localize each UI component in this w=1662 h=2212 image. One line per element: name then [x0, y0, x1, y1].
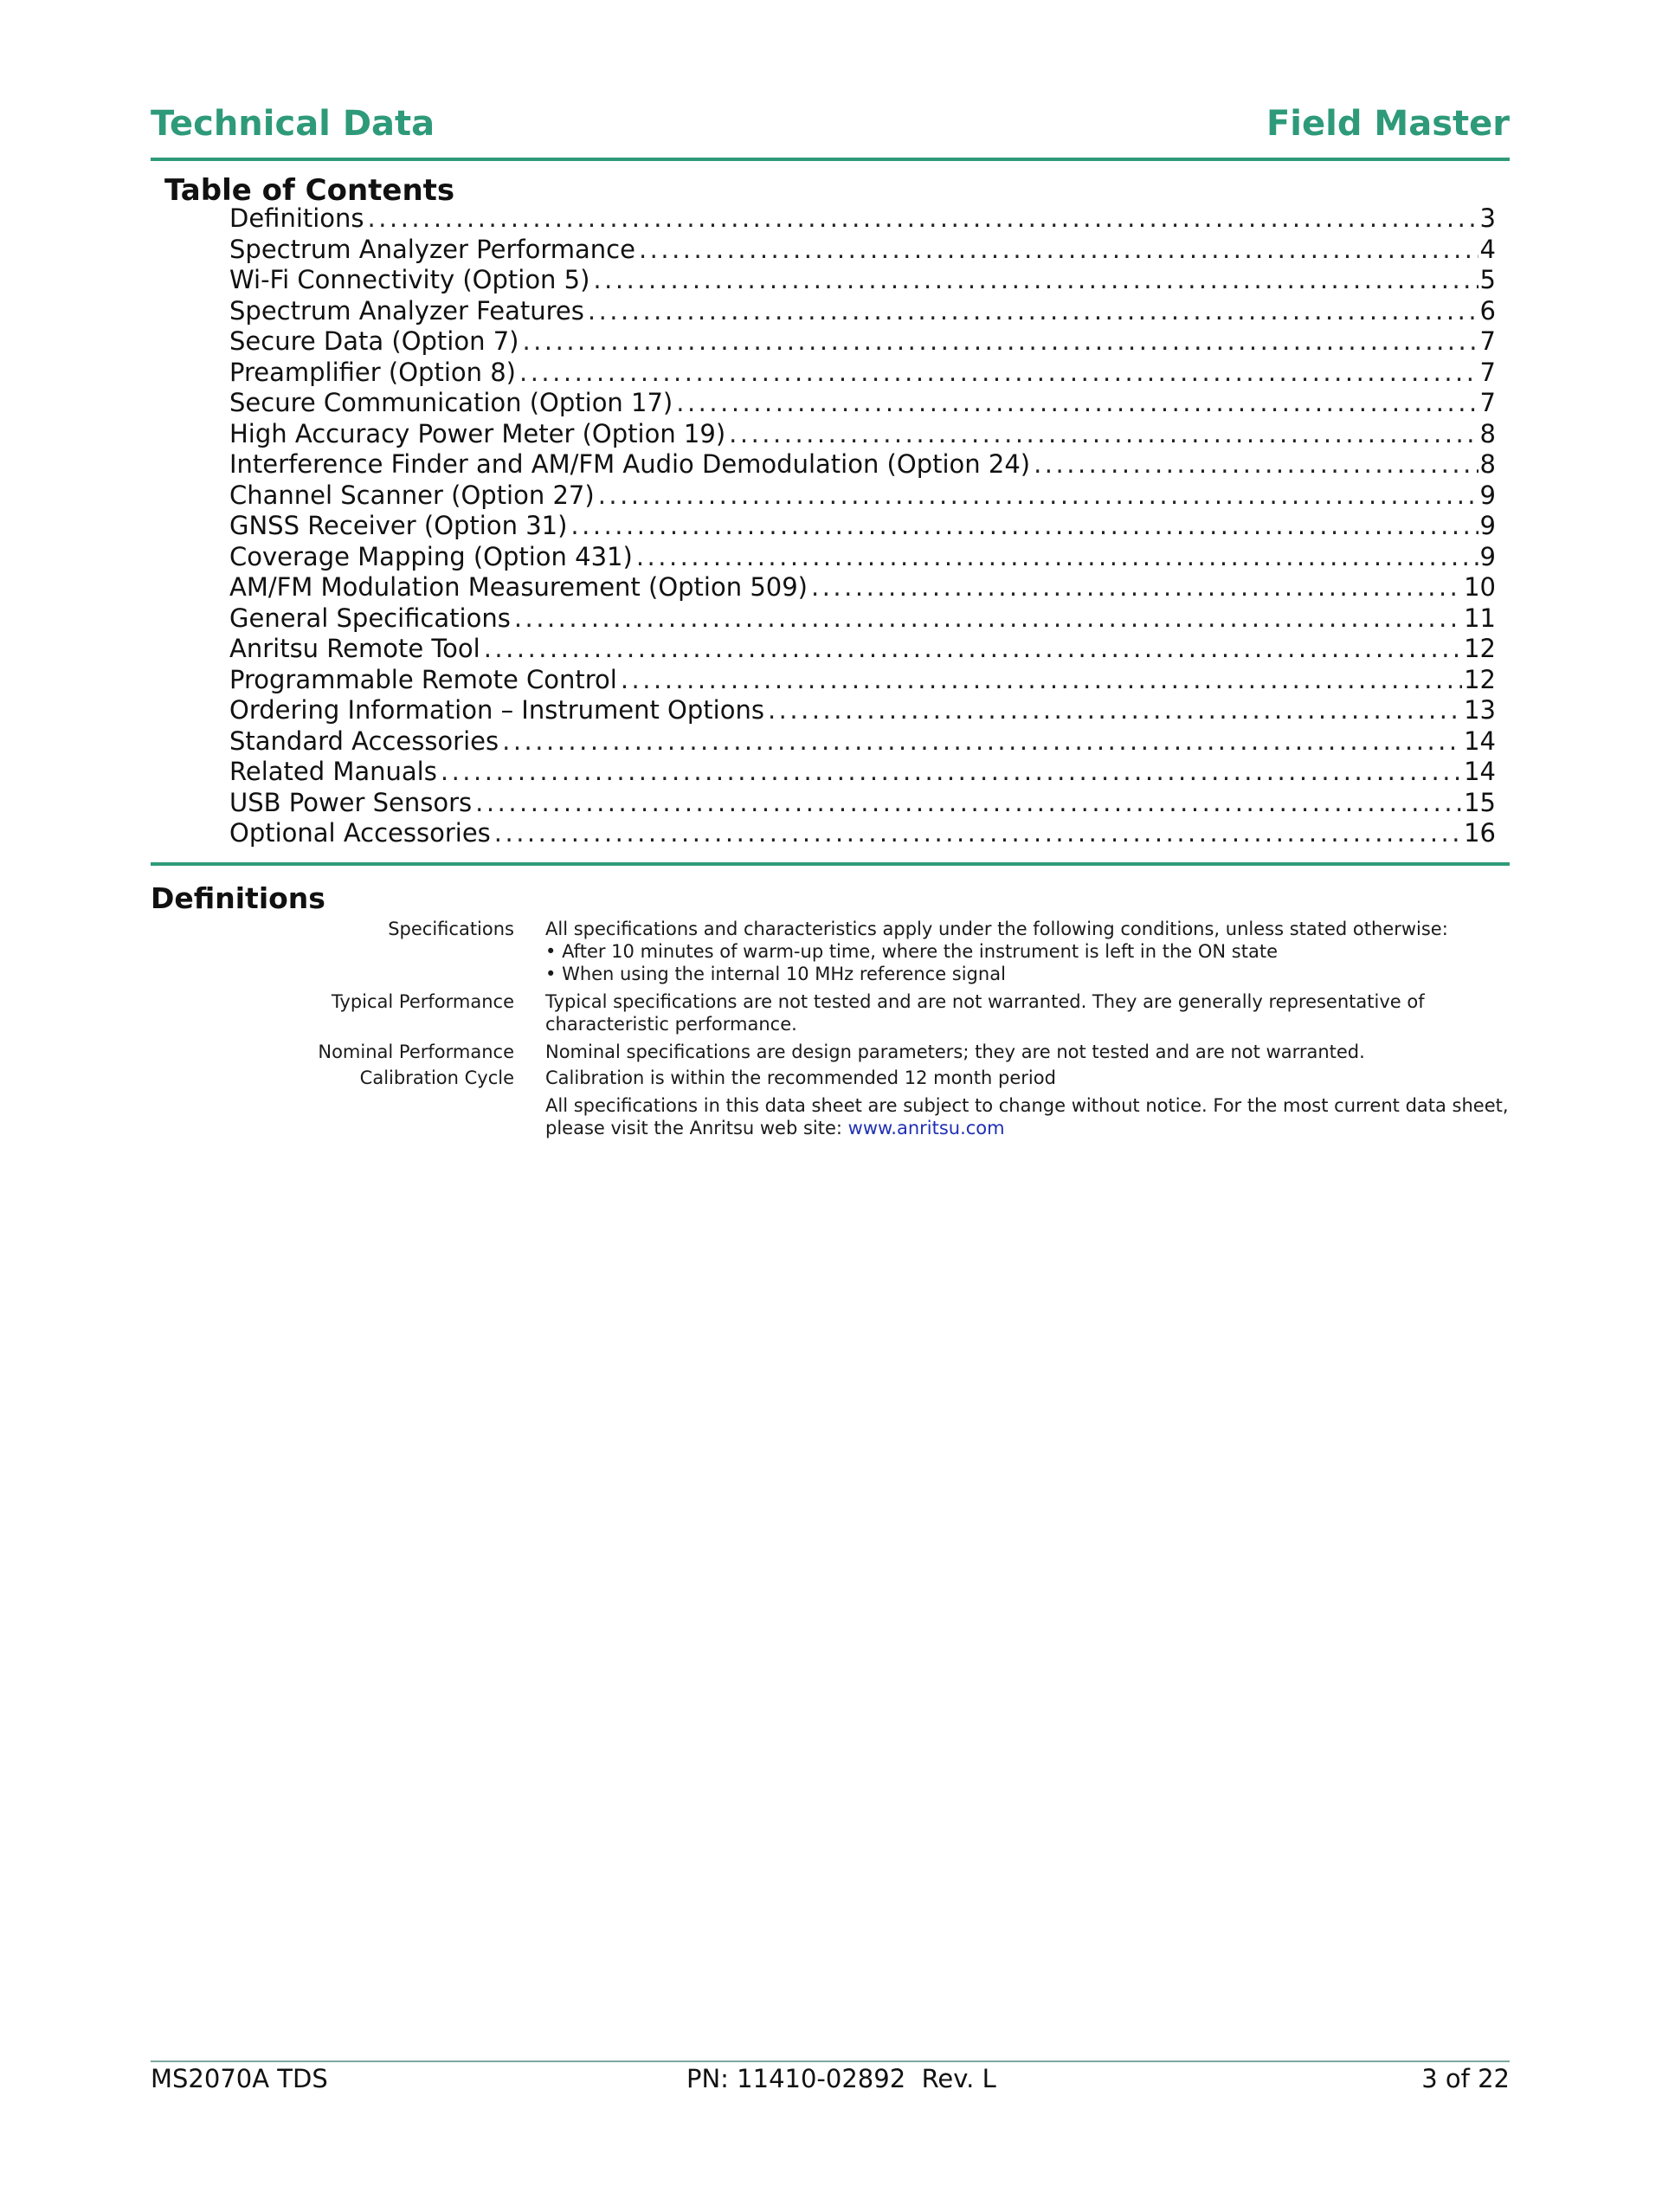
toc-entry-page: 11: [1464, 603, 1496, 633]
toc-entry-title: Spectrum Analyzer Performance: [229, 234, 635, 264]
toc-entry[interactable]: [229, 818, 1496, 849]
toc-entry-title: Channel Scanner (Option 27): [229, 480, 595, 510]
toc-entry[interactable]: [229, 358, 1496, 389]
toc-entry-page: 3: [1479, 203, 1496, 233]
toc-entry-title: Anritsu Remote Tool: [229, 634, 480, 663]
definition-row-nominal: [151, 1041, 1510, 1063]
definition-description: Calibration is within the recommended 12 month period: [545, 1067, 1056, 1088]
toc-dot-leader: [621, 665, 1462, 696]
toc-entry[interactable]: [229, 296, 1496, 327]
anritsu-website-link[interactable]: www.anritsu.com: [847, 1118, 1005, 1138]
definition-term: Nominal Performance: [318, 1042, 514, 1062]
toc-dot-leader: [636, 542, 1478, 573]
definition-text: All specifications and characteristics apply under the following conditions, unless stated otherwise:: [545, 919, 1448, 939]
toc-entry-title: GNSS Receiver (Option 31): [229, 511, 568, 540]
definitions-table: [151, 918, 1510, 1145]
definition-note: [545, 1094, 1510, 1139]
definition-term: Specifications: [388, 919, 514, 939]
toc-entry-title: General Specifications: [229, 603, 511, 633]
toc-entry-page: 16: [1464, 818, 1496, 848]
toc-heading: Table of Contents: [164, 173, 455, 208]
toc-entry[interactable]: [229, 695, 1496, 726]
toc-entry-title: Secure Data (Option 7): [229, 326, 519, 356]
toc-entry-title: Standard Accessories: [229, 726, 499, 756]
definition-description: Typical specifications are not tested and are not warranted. They are generally representative of characteristic performance.: [545, 991, 1425, 1035]
toc-dot-leader: [768, 695, 1462, 726]
note-text: All specifications in this data sheet are subject to change without notice. For the most current data sheet, please visit the Anritsu web site:: [545, 1095, 1509, 1138]
toc-dot-leader: [598, 480, 1478, 512]
toc-entry-page: 6: [1479, 295, 1496, 326]
toc-entry[interactable]: [229, 634, 1496, 665]
toc-dot-leader: [502, 726, 1462, 758]
toc-entry-title: AM/FM Modulation Measurement (Option 509): [229, 572, 808, 602]
toc-dot-leader: [484, 634, 1462, 665]
definition-description: Nominal specifications are design parameters; they are not tested and are not warranted.: [545, 1042, 1365, 1062]
toc-dot-leader: [514, 603, 1462, 635]
toc-entry-page: 9: [1479, 480, 1496, 510]
toc-dot-leader: [519, 358, 1478, 389]
definitions-heading: Definitions: [151, 881, 325, 915]
toc-dot-leader: [593, 265, 1478, 296]
toc-entry-title: Definitions: [229, 203, 364, 233]
toc-entry[interactable]: [229, 572, 1496, 603]
toc-dot-leader: [1034, 449, 1478, 480]
toc-entry-page: 8: [1479, 449, 1496, 479]
toc-entry-page: 4: [1479, 234, 1496, 264]
table-of-contents: [229, 203, 1496, 849]
toc-entry-title: Ordering Information – Instrument Options: [229, 695, 764, 725]
toc-entry-page: 15: [1464, 787, 1496, 817]
toc-dot-leader: [475, 788, 1462, 819]
toc-entry-page: 9: [1479, 541, 1496, 571]
footer-part-number: PN: 11410-02892 Rev. L: [686, 2064, 996, 2093]
toc-dot-leader: [588, 296, 1478, 327]
toc-entry[interactable]: [229, 757, 1496, 788]
toc-entry[interactable]: [229, 542, 1496, 573]
definition-row-specifications: [151, 918, 1510, 985]
toc-entry[interactable]: [229, 265, 1496, 296]
toc-entry-page: 13: [1464, 695, 1496, 725]
toc-entry-title: Coverage Mapping (Option 431): [229, 541, 633, 571]
toc-dot-leader: [570, 511, 1478, 542]
toc-entry-title: Optional Accessories: [229, 818, 491, 848]
toc-dot-leader: [676, 388, 1478, 419]
toc-dot-leader: [368, 203, 1478, 235]
toc-entry-title: Secure Communication (Option 17): [229, 388, 673, 417]
toc-entry-page: 7: [1479, 388, 1496, 417]
toc-entry[interactable]: [229, 788, 1496, 819]
toc-entry-title: High Accuracy Power Meter (Option 19): [229, 418, 726, 448]
toc-dot-leader: [522, 326, 1478, 358]
toc-entry-page: 10: [1464, 572, 1496, 602]
toc-entry-title: USB Power Sensors: [229, 787, 473, 817]
definition-row-calibration: [151, 1067, 1510, 1089]
definition-term-empty: [151, 1094, 545, 1139]
toc-entry-title: Preamplifier (Option 8): [229, 357, 516, 387]
toc-entry-page: 14: [1464, 757, 1496, 786]
toc-entry-title: Programmable Remote Control: [229, 664, 617, 694]
toc-entry[interactable]: [229, 235, 1496, 266]
toc-dot-leader: [729, 419, 1478, 450]
toc-entry-title: Wi-Fi Connectivity (Option 5): [229, 265, 590, 294]
definition-bullet: • When using the internal 10 MHz reference signal: [545, 963, 1510, 985]
toc-entry-page: 12: [1464, 634, 1496, 663]
product-name: Field Master: [1266, 104, 1510, 144]
toc-entry-page: 9: [1479, 511, 1496, 540]
toc-entry[interactable]: [229, 726, 1496, 758]
toc-entry[interactable]: [229, 449, 1496, 480]
toc-entry-page: 14: [1464, 726, 1496, 756]
toc-entry-title: Interference Finder and AM/FM Audio Demodulation (Option 24): [229, 449, 1031, 479]
toc-entry[interactable]: [229, 388, 1496, 419]
page-header: [151, 102, 1510, 161]
toc-entry[interactable]: [229, 419, 1496, 450]
toc-entry-page: 7: [1479, 326, 1496, 356]
toc-dot-leader: [441, 757, 1462, 788]
definition-row-note: [151, 1094, 1510, 1139]
toc-dot-leader: [811, 572, 1462, 603]
toc-entry-page: 8: [1479, 418, 1496, 448]
toc-entry-title: Spectrum Analyzer Features: [229, 295, 584, 326]
toc-entry-page: 5: [1479, 265, 1496, 294]
definition-term: Typical Performance: [331, 991, 514, 1012]
toc-entry-page: 7: [1479, 357, 1496, 387]
toc-entry-page: 12: [1464, 664, 1496, 694]
toc-entry[interactable]: [229, 511, 1496, 542]
document-title: Technical Data: [151, 104, 435, 144]
definition-description: [545, 918, 1510, 985]
toc-entry-title: Related Manuals: [229, 757, 437, 786]
toc-dot-leader: [494, 818, 1462, 849]
toc-entry[interactable]: [229, 603, 1496, 635]
definition-bullet: • After 10 minutes of warm-up time, where the instrument is left in the ON state: [545, 940, 1510, 963]
definition-term: Calibration Cycle: [359, 1067, 514, 1088]
toc-entry[interactable]: [229, 203, 1496, 235]
definition-row-typical: [151, 990, 1510, 1035]
toc-entry[interactable]: [229, 480, 1496, 512]
footer-page-number: 3 of 22: [1421, 2064, 1510, 2093]
toc-entry[interactable]: [229, 326, 1496, 358]
section-divider: [151, 862, 1510, 866]
toc-entry[interactable]: [229, 665, 1496, 696]
toc-dot-leader: [639, 235, 1478, 266]
footer-document-id: MS2070A TDS: [151, 2064, 328, 2093]
